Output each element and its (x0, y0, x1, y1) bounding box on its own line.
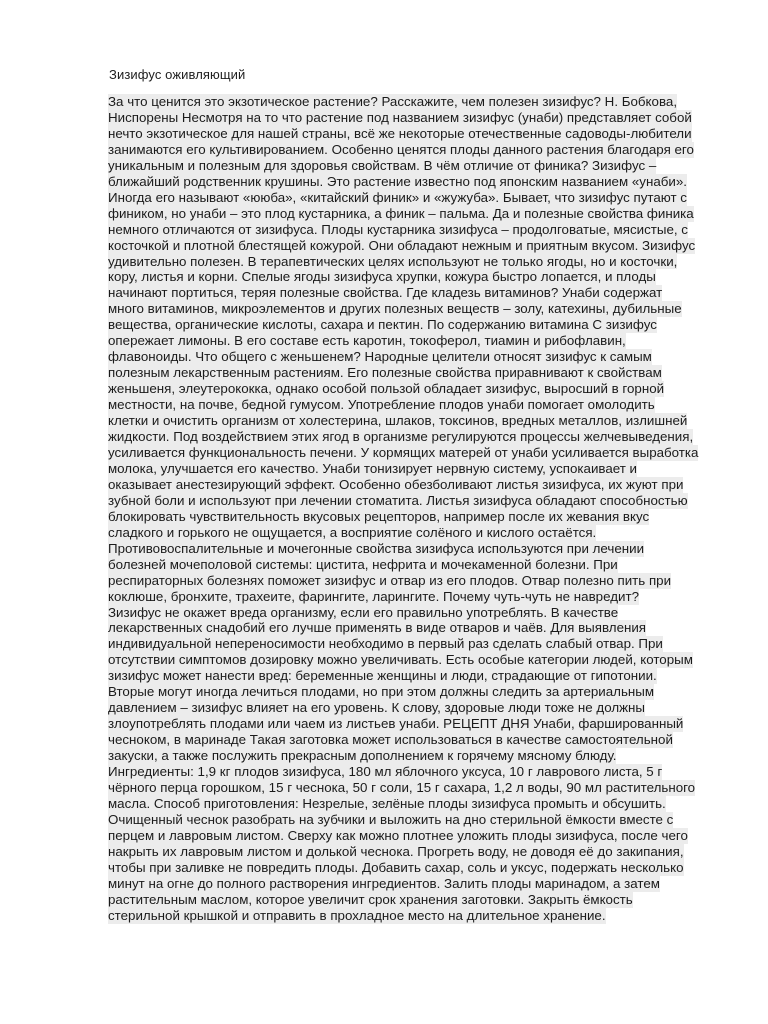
text-line: нечто экзотическое для нашей страны, всё же некоторые отечественные садоводы-любители (108, 125, 692, 141)
text-line: накрыть их лавровым листом и долькой чеснока. Прогреть воду, не доводя её до закипания, (108, 843, 684, 859)
text-line: чесноком, в маринаде Такая заготовка может использоваться в качестве самостоятельной (108, 732, 673, 748)
text-line: минут на огне до полного растворения ингредиентов. Залить плоды маринадом, а затем (108, 875, 660, 891)
text-line: Противовоспалительные и мочегонные свойства зизифуса используются при лечении (108, 540, 645, 556)
text-line: блокировать чувствительность вкусовых рецепторов, например после их жевания вкус (108, 508, 650, 524)
text-line: жидкости. Под воздействием этих ягод в организме регулируются процессы желчевыведения, (108, 429, 694, 445)
text-line: много витаминов, микроэлементов и других полезных веществ – золу, катехины, дубильные (108, 301, 682, 317)
text-line: перцем и лавровым листом. Сверху как можно плотнее уложить плоды зизифуса, после чего (108, 827, 688, 843)
text-line: кору, листья и корни. Спелые ягоды зизифуса хрупки, кожура быстро лопается, и плоды (108, 269, 656, 285)
text-line: Очищенный чеснок разобрать на зубчики и выложить на дно стерильной ёмкости вместе с (108, 811, 674, 827)
text-line: полезным лекарственным растениям. Его полезные свойства приравнивают к свойствам (108, 365, 662, 381)
text-line: клетки и очистить организм от холестерина, шлаков, токсинов, вредных металлов, излишней (108, 413, 688, 429)
text-line: закуски, а также послужить прекрасным дополнением к горячему мясному блюду. (108, 748, 617, 764)
text-line: сладкого и горького не ощущается, а восприятие солёного и кислого остаётся. (108, 524, 597, 540)
text-line: немного отличаются от зизифуса. Плоды кустарника зизифуса – продолговатые, мясистые, с (108, 221, 688, 237)
text-line: занимаются его культивированием. Особенно ценятся плоды данного растения благодаря его (108, 141, 694, 157)
document-title: Зизифус оживляющий (109, 67, 246, 82)
text-line: отсутствии симптомов дозировку можно увеличивать. Есть особые категории людей, которым (108, 652, 693, 668)
text-line: молока, улучшается его качество. Унаби тонизирует нервную систему, успокаивает и (108, 460, 638, 476)
text-line: местности, на почве, бедной гумусом. Употребление плодов унаби помогает омолодить (108, 397, 655, 413)
text-line: лекарственных снадобий его лучше применять в виде отваров и чаёв. Для выявления (108, 620, 647, 636)
text-line: усиливается функциональность печени. У кормящих матерей от унаби усиливается выработка (108, 444, 699, 460)
text-line: болезней мочеполовой системы: цистита, нефрита и мочекаменной болезни. При (108, 556, 618, 572)
document-body (108, 94, 723, 924)
text-line: чтобы при заливке не повредить плоды. Добавить сахар, соль и уксус, подержать несколько (108, 859, 684, 875)
text-line: Вторые могут иногда лечиться плодами, но при этом должны следить за артериальным (108, 684, 655, 700)
text-line: косточкой и плотной блестящей кожурой. Они обладают нежным и приятным вкусом. Зизифус (108, 237, 696, 253)
text-line: зубной боли и используют при лечении стоматита. Листья зизифуса обладают способностью (108, 492, 688, 508)
text-line: зизифус может нанести вред: беременные женщины и люди, страдающие от гипотонии. (108, 668, 657, 684)
text-line: респираторных болезнях поможет зизифус и отвар из его плодов. Отвар полезно пить при (108, 572, 672, 588)
text-line: Ниспорены Несмотря на то что растение под названием зизифус (унаби) представляет собой (108, 109, 692, 125)
text-line: флавоноиды. Что общего с женьшенем? Народные целители относят зизифус к самым (108, 349, 652, 365)
text-line: стерильной крышкой и отправить в прохладное место на длительное хранение. (108, 907, 606, 923)
text-line: фиником, но унаби – это плод кустарника, а финик – пальма. Да и полезные свойства финика (108, 205, 694, 221)
text-line: индивидуальной непереносимости необходимо в первый раз сделать слабый отвар. При (108, 636, 663, 652)
text-line: злоупотреблять плодами или чаем из листьев унаби. РЕЦЕПТ ДНЯ Унаби, фаршированный (108, 716, 684, 732)
text-line: Ингредиенты: 1,9 кг плодов зизифуса, 180 мл яблочного уксуса, 10 г лаврового листа, 5 г (108, 764, 663, 780)
text-line: оказывает анестезирующий эффект. Особенно обезболивают листья зизифуса, их жуют при (108, 476, 684, 492)
text-line: женьшеня, элеутерококка, однако особой пользой обладает зизифус, выросший в горной (108, 381, 665, 397)
text-line: уникальным и полезным для здоровья свойствам. В чём отличие от финика? Зизифус – (108, 157, 657, 173)
text-line: растительным маслом, которое увеличит срок хранения заготовки. Закрыть ёмкость (108, 891, 633, 907)
text-line: чёрного перца горошком, 15 г чеснока, 50 г соли, 15 г сахара, 1,2 л воды, 90 мл растительного (108, 779, 696, 795)
text-line: вещества, органические кислоты, сахара и пектин. По содержанию витамина С зизифус (108, 317, 657, 333)
text-line: удивительно полезен. В терапевтических целях используют не только ягоды, но и косточки, (108, 253, 678, 269)
text-line: коклюше, бронхите, трахеите, фарингите, ларингите. Почему чуть-чуть не навредит? (108, 588, 640, 604)
text-line: ближайший родственник крушины. Это растение известно под японским названием «унаби». (108, 173, 687, 189)
text-line: давлением – зизифус влияет на его уровень. К слову, здоровые люди тоже не должны (108, 700, 646, 716)
text-line: Зизифус не окажет вреда организму, если его правильно употреблять. В качестве (108, 604, 619, 620)
text-line: начинают портиться, теряя полезные свойства. Где кладезь витаминов? Унаби содержат (108, 285, 663, 301)
text-line: За что ценится это экзотическое растение? Расскажите, чем полезен зизифус? Н. Бобкова, (108, 94, 678, 109)
text-line: масла. Способ приготовления: Незрелые, зелёные плоды зизифуса промыть и обсушить. (108, 795, 666, 811)
text-line: Иногда его называют «ююба», «китайский финик» и «жужуба». Бывает, что зизифус путают с (108, 189, 687, 205)
text-line: опережает лимоны. В его составе есть каротин, токоферол, тиамин и рибофлавин, (108, 333, 626, 349)
